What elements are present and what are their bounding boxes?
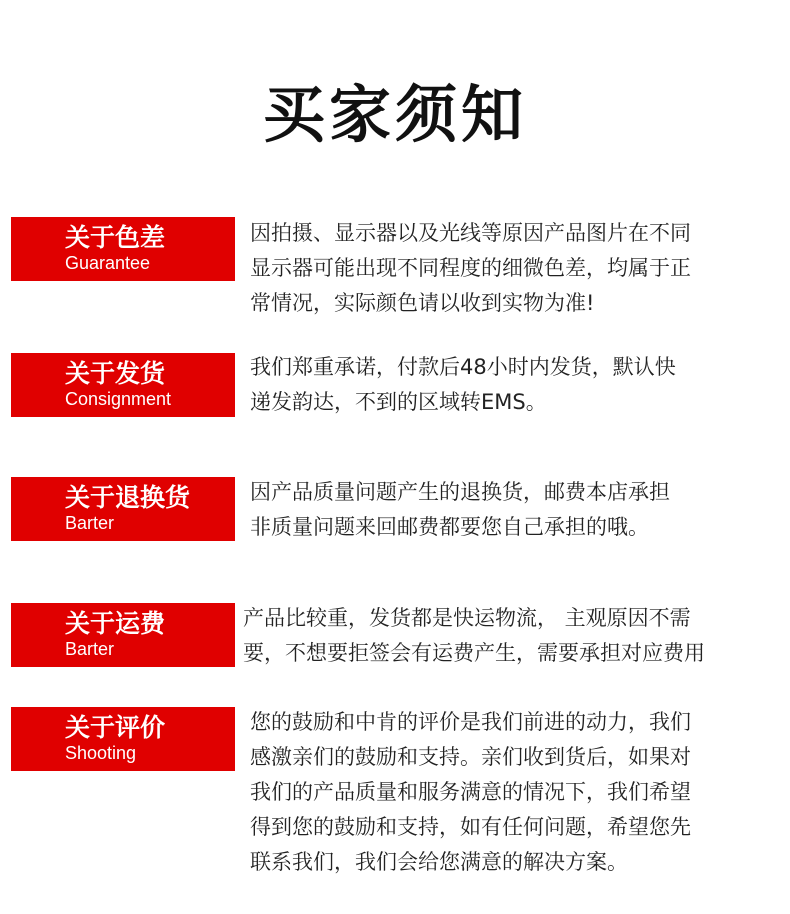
- description-line: 显示器可能出现不同程度的细微色差，均属于正: [250, 256, 691, 280]
- tag-title-cn: 关于运费: [65, 609, 166, 638]
- description-line: 因拍摄、显示器以及光线等原因产品图片在不同: [250, 221, 691, 245]
- description-line: 要，不想要拒签会有运费产生，需要承担对应费用: [243, 641, 705, 665]
- tag-title-en: Barter: [65, 513, 115, 533]
- description-line: 我们郑重承诺，付款后48小时内发货，默认快: [250, 355, 676, 379]
- description-line: 递发韵达，不到的区域转EMS。: [250, 390, 547, 414]
- tag-freight: [11, 603, 235, 667]
- page-title: 买家须知: [262, 78, 527, 151]
- section-description-shipping: [250, 350, 780, 420]
- tag-title-en: Guarantee: [65, 253, 151, 273]
- tag-review: [11, 707, 235, 771]
- description-line: 感激亲们的鼓励和支持。亲们收到货后，如果对: [250, 745, 691, 769]
- description-line: 因产品质量问题产生的退换货，邮费本店承担: [250, 480, 670, 504]
- tag-color-difference: [11, 217, 235, 281]
- tag-shipping: [11, 353, 235, 417]
- tag-title-cn: 关于评价: [65, 713, 166, 742]
- section-description-returns: [250, 475, 780, 545]
- tag-title-en: Consignment: [65, 389, 172, 409]
- tag-title-cn: 关于色差: [65, 223, 166, 252]
- description-line: 产品比较重，发货都是快运物流， 主观原因不需: [243, 606, 691, 630]
- section-description-color-difference: [250, 216, 780, 321]
- description-line: 联系我们，我们会给您满意的解决方案。: [250, 850, 628, 874]
- description-line: 我们的产品质量和服务满意的情况下，我们希望: [250, 780, 691, 804]
- description-line: 非质量问题来回邮费都要您自己承担的哦。: [250, 515, 649, 539]
- tag-title-en: Barter: [65, 639, 115, 659]
- tag-title-cn: 关于发货: [65, 359, 166, 388]
- tag-title-en: Shooting: [65, 743, 137, 763]
- tag-title-cn: 关于退换货: [65, 483, 191, 512]
- section-description-review: [250, 705, 780, 880]
- description-line: 您的鼓励和中肯的评价是我们前进的动力，我们: [250, 710, 691, 734]
- description-line: 常情况，实际颜色请以收到实物为准!: [250, 291, 595, 315]
- description-line: 得到您的鼓励和支持，如有任何问题，希望您先: [250, 815, 691, 839]
- section-description-freight: [243, 601, 773, 671]
- tag-returns: [11, 477, 235, 541]
